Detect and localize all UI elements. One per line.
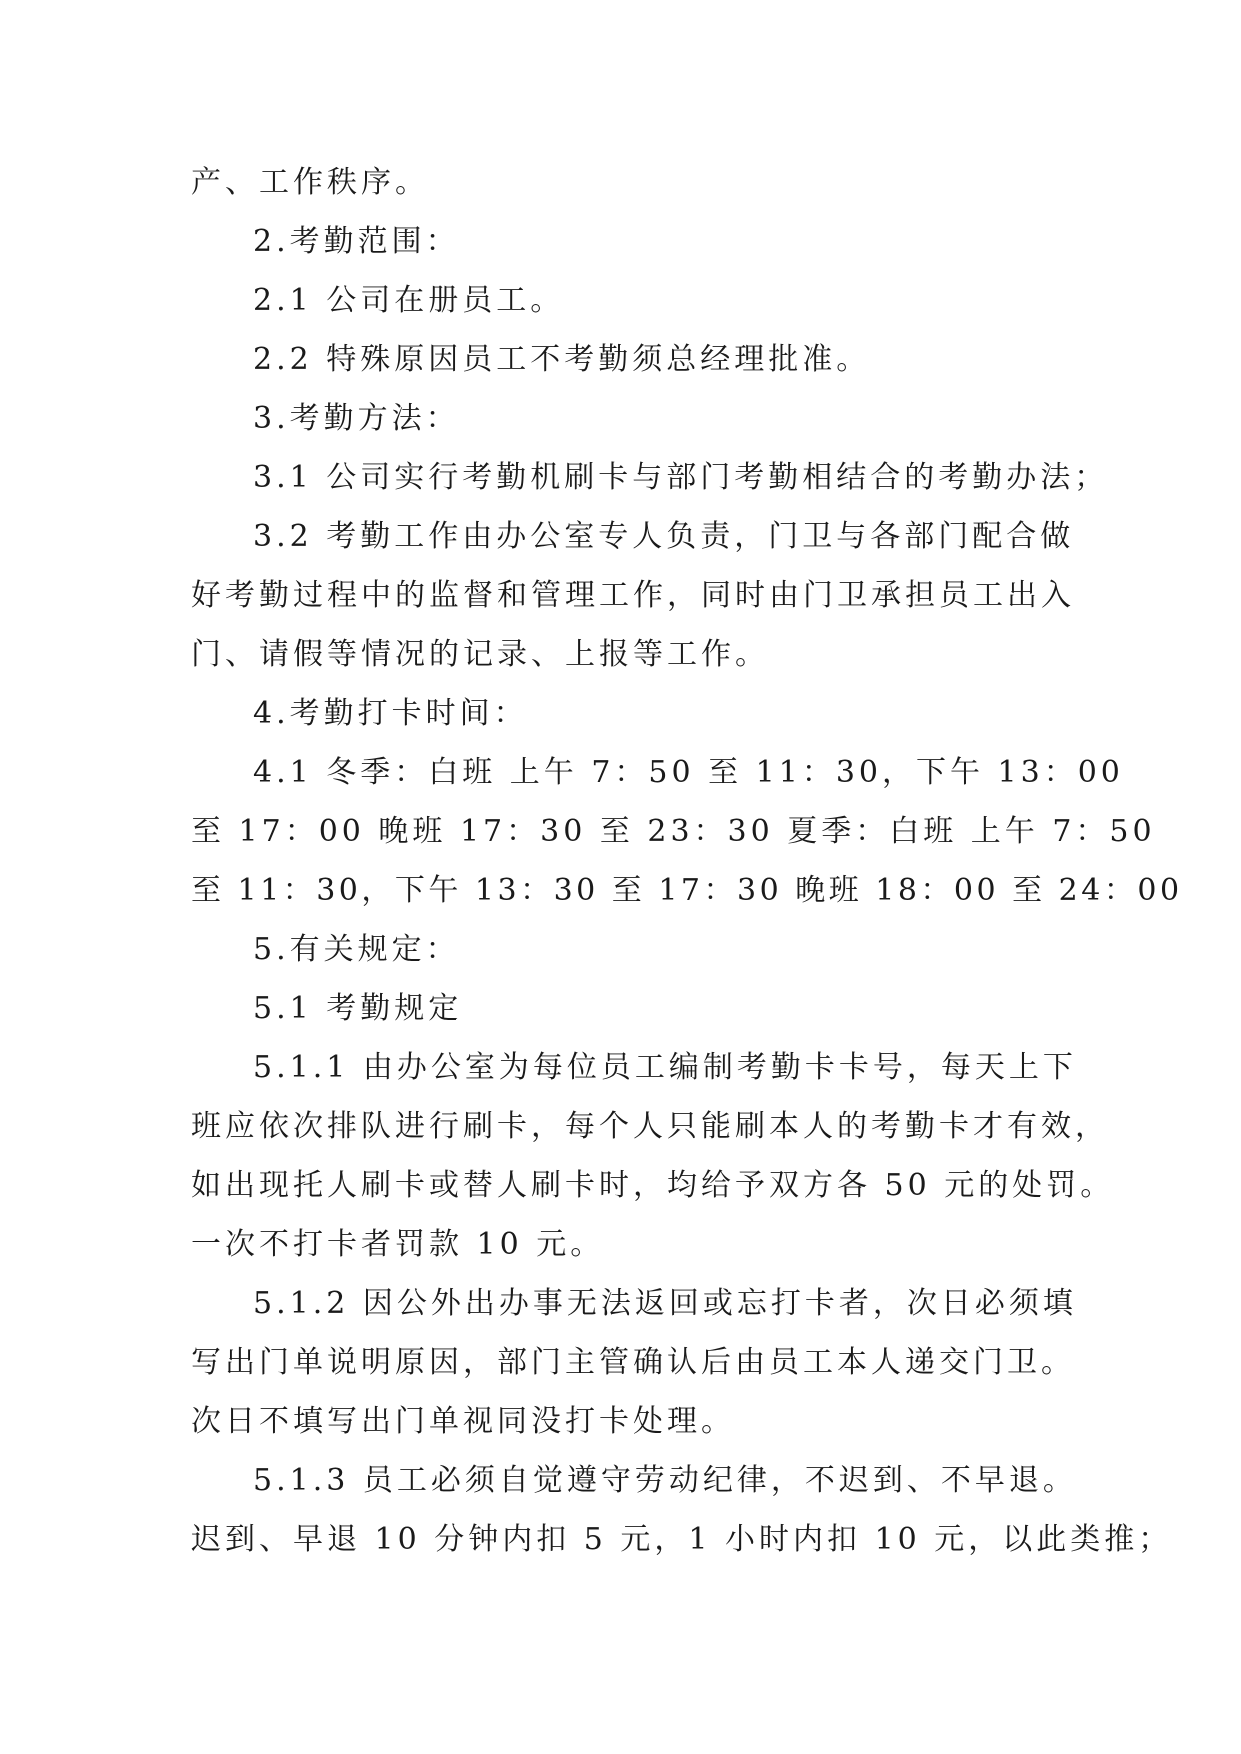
text-line-18: 如出现托人刷卡或替人刷卡时，均给予双方各 50 元的处罚。 xyxy=(191,1168,1115,1203)
text-line-14: 5.有关规定： xyxy=(253,932,460,967)
text-line-2: 2.考勤范围： xyxy=(253,224,460,259)
text-line-8: 好考勤过程中的监督和管理工作，同时由门卫承担员工出入 xyxy=(191,578,1075,613)
text-line-4: 2.2 特殊原因员工不考勤须总经理批准。 xyxy=(253,342,871,377)
text-line-9: 门、请假等情况的记录、上报等工作。 xyxy=(191,637,769,672)
text-line-1: 产、工作秩序。 xyxy=(191,165,429,200)
text-line-6: 3.1 公司实行考勤机刷卡与部门考勤相结合的考勤办法； xyxy=(253,460,1109,495)
text-line-3: 2.1 公司在册员工。 xyxy=(253,283,565,318)
text-line-15: 5.1 考勤规定 xyxy=(253,991,463,1026)
text-line-16: 5.1.1 由办公室为每位员工编制考勤卡卡号，每天上下 xyxy=(253,1050,1077,1085)
text-line-23: 5.1.3 员工必须自觉遵守劳动纪律，不迟到、不早退。 xyxy=(253,1463,1077,1498)
text-line-21: 写出门单说明原因，部门主管确认后由员工本人递交门卫。 xyxy=(191,1345,1075,1380)
text-line-20: 5.1.2 因公外出办事无法返回或忘打卡者，次日必须填 xyxy=(253,1286,1077,1321)
text-line-7: 3.2 考勤工作由办公室专人负责，门卫与各部门配合做 xyxy=(253,519,1075,554)
text-line-12: 至 17：00 晚班 17：30 至 23：30 夏季：白班 上午 7：50 xyxy=(191,814,1156,849)
text-line-13: 至 11：30，下午 13：30 至 17：30 晚班 18：00 至 24：00 xyxy=(191,873,1183,908)
text-line-11: 4.1 冬季：白班 上午 7：50 至 11：30，下午 13：00 xyxy=(253,755,1124,790)
text-line-17: 班应依次排队进行刷卡，每个人只能刷本人的考勤卡才有效， xyxy=(191,1109,1109,1144)
text-line-19: 一次不打卡者罚款 10 元。 xyxy=(191,1227,605,1262)
text-line-5: 3.考勤方法： xyxy=(253,401,460,436)
text-line-24: 迟到、早退 10 分钟内扣 5 元，1 小时内扣 10 元，以此类推； xyxy=(191,1522,1173,1557)
text-line-10: 4.考勤打卡时间： xyxy=(253,696,528,731)
text-line-22: 次日不填写出门单视同没打卡处理。 xyxy=(191,1404,735,1439)
